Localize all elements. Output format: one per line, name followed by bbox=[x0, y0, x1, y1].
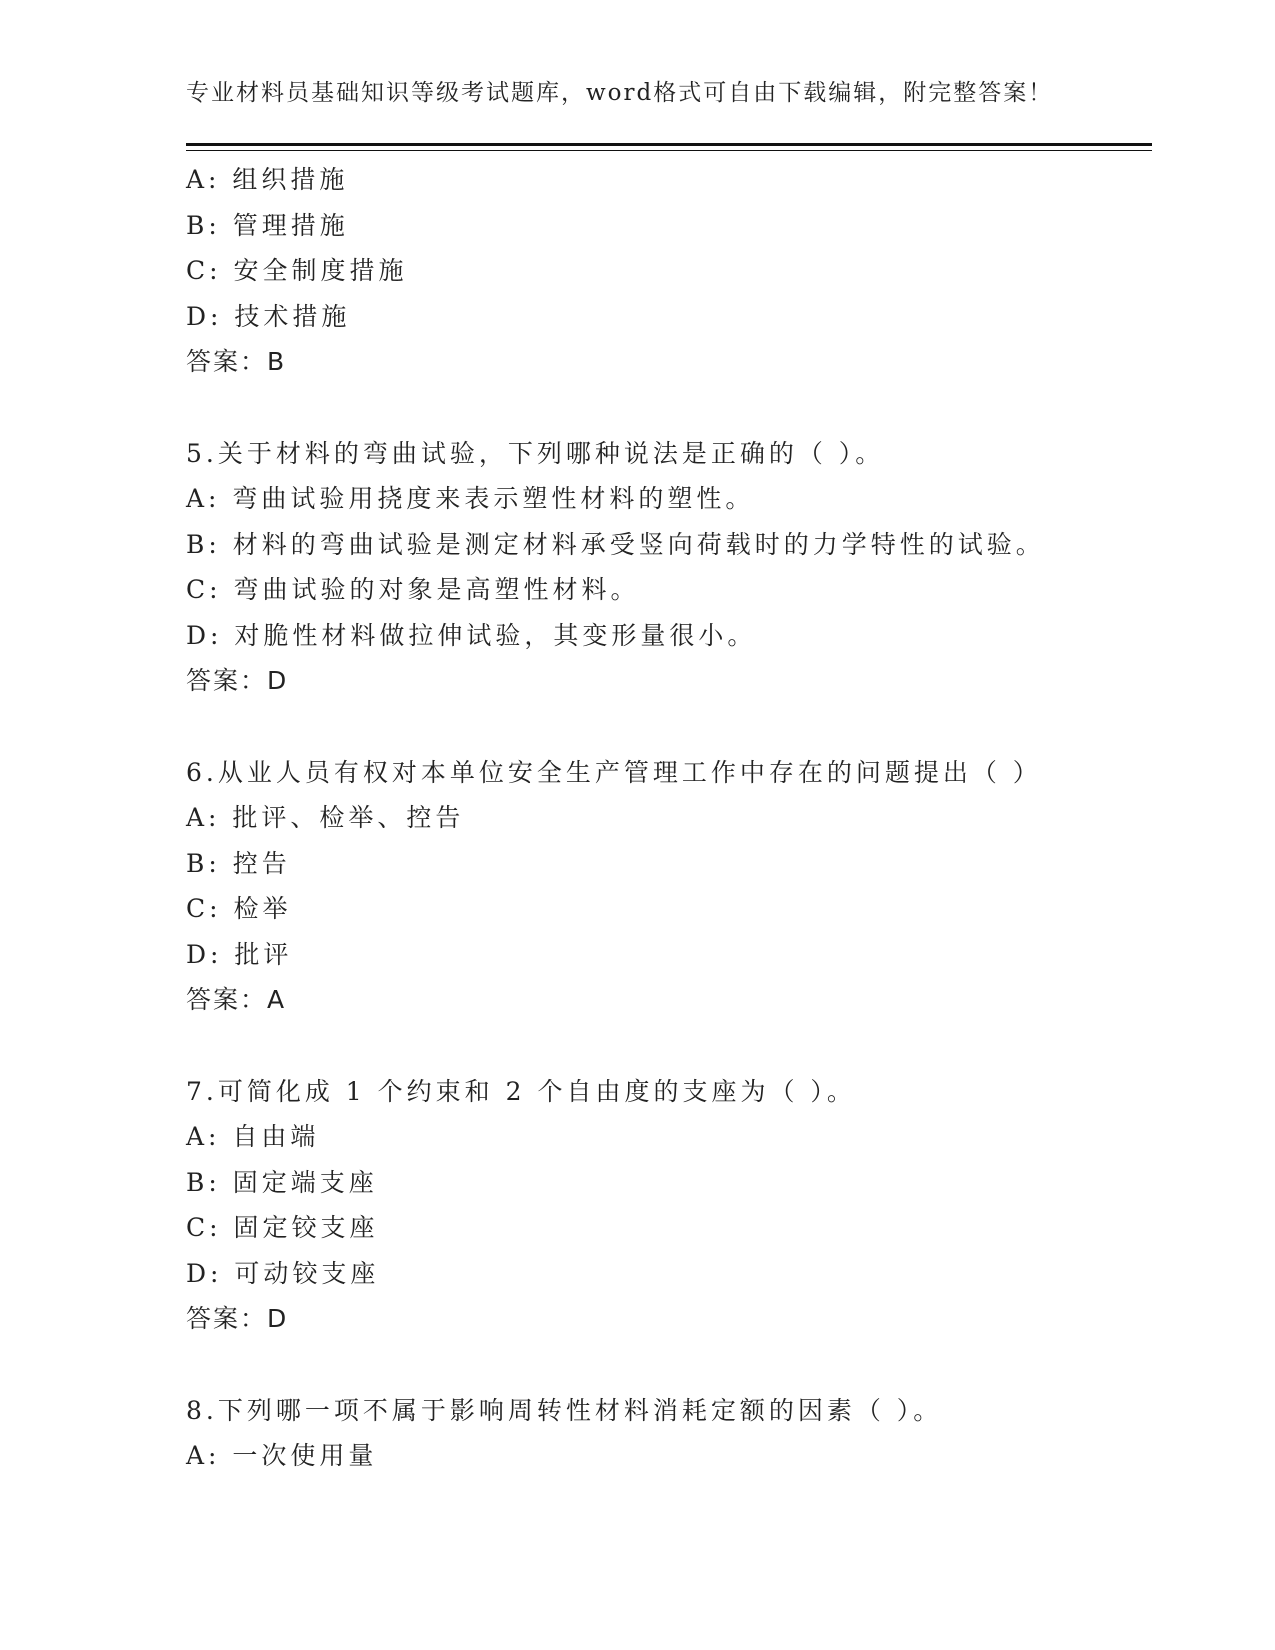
question-stem: 8.下列哪一项不属于影响周转性材料消耗定额的因素（ ）。 bbox=[186, 1395, 943, 1425]
spacer bbox=[186, 1342, 1152, 1388]
spacer bbox=[186, 704, 1152, 750]
question-block-7 bbox=[186, 1069, 1152, 1342]
option-a: A: 批评、检举、控告 bbox=[186, 803, 465, 832]
question-block-8 bbox=[186, 1388, 1152, 1479]
option-d: D: 对脆性材料做拉伸试验，其变形量很小。 bbox=[186, 620, 757, 650]
option-b: B: 固定端支座 bbox=[186, 1167, 378, 1197]
option-b: B: 控告 bbox=[186, 848, 291, 878]
option-c: C: 弯曲试验的对象是高塑性材料。 bbox=[186, 575, 640, 604]
question-block-6 bbox=[186, 750, 1152, 1023]
spacer bbox=[186, 1023, 1152, 1069]
spacer bbox=[186, 385, 1152, 431]
option-b: B: 管理措施 bbox=[186, 210, 349, 240]
option-d: D: 可动铰支座 bbox=[186, 1258, 380, 1288]
header-rule-thin bbox=[186, 150, 1152, 151]
question-stem: 5.关于材料的弯曲试验，下列哪种说法是正确的（ ）。 bbox=[186, 438, 885, 468]
question-block-5 bbox=[186, 431, 1152, 704]
option-c: C: 固定铰支座 bbox=[186, 1213, 379, 1242]
answer-line: 答案：B bbox=[186, 347, 287, 376]
header-rule-thick bbox=[186, 143, 1152, 146]
answer-line: 答案：D bbox=[186, 1304, 289, 1333]
question-block-prev bbox=[186, 157, 1152, 385]
question-content bbox=[186, 157, 1152, 1479]
option-c: C: 检举 bbox=[186, 894, 292, 923]
option-c: C: 安全制度措施 bbox=[186, 256, 408, 285]
option-a: A: 一次使用量 bbox=[186, 1441, 378, 1470]
page-header: 专业材料员基础知识等级考试题库，word格式可自由下载编辑，附完整答案！ bbox=[186, 80, 1054, 106]
option-a: A: 自由端 bbox=[186, 1122, 320, 1151]
answer-line: 答案：D bbox=[186, 666, 289, 695]
option-d: D: 技术措施 bbox=[186, 301, 351, 331]
question-stem: 6.从业人员有权对本单位安全生产管理工作中存在的问题提出（ ） bbox=[186, 757, 1042, 787]
option-d: D: 批评 bbox=[186, 939, 293, 969]
option-a: A: 弯曲试验用挠度来表示塑性材料的塑性。 bbox=[186, 484, 755, 513]
option-b: B: 材料的弯曲试验是测定材料承受竖向荷载时的力学特性的试验。 bbox=[186, 529, 1045, 559]
answer-line: 答案：A bbox=[186, 985, 287, 1014]
question-stem: 7.可简化成 1 个约束和 2 个自由度的支座为（ ）。 bbox=[186, 1076, 856, 1106]
option-a: A: 组织措施 bbox=[186, 165, 349, 194]
